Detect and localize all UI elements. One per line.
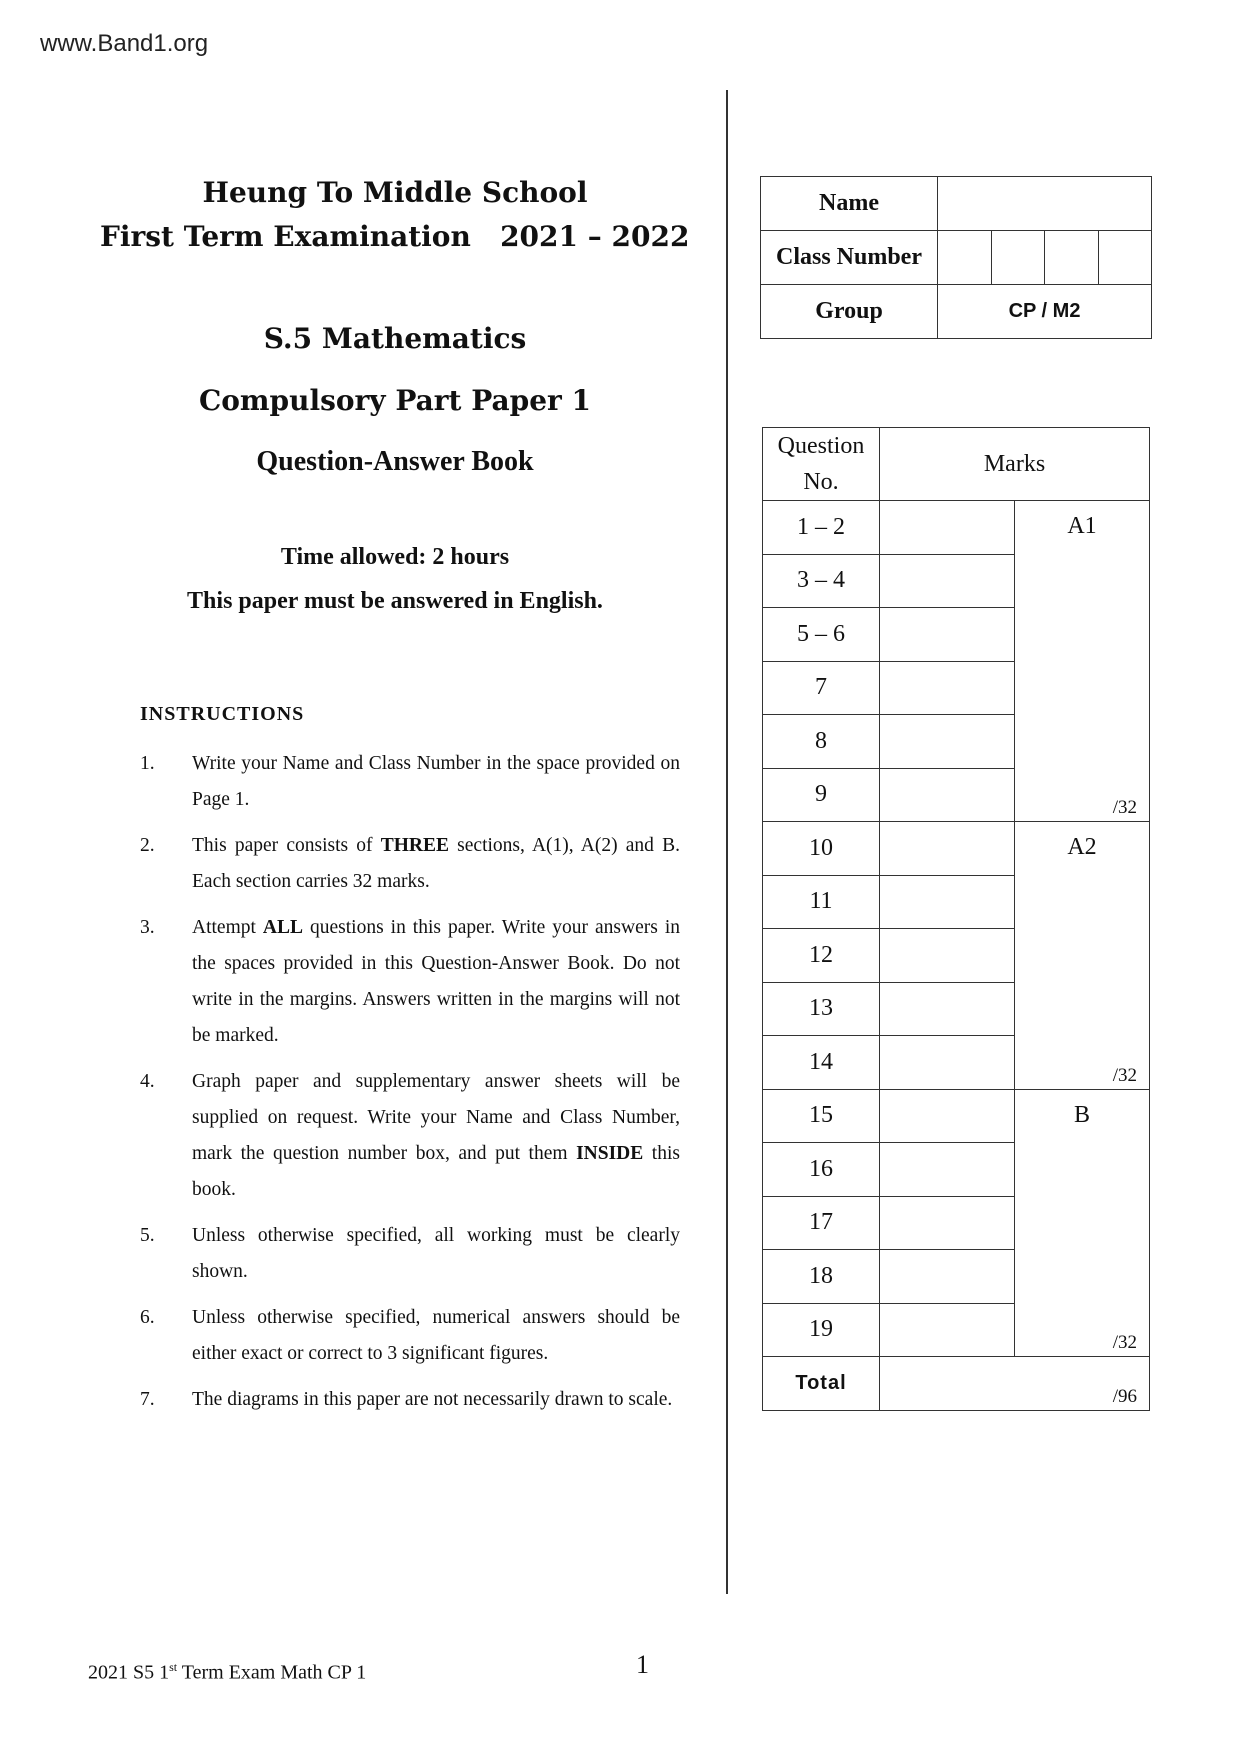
instruction-number: 1. (140, 753, 155, 774)
instruction-text: The diagrams in this paper are not necessarily drawn to scale. (192, 1389, 673, 1410)
time-allowed: Time allowed: 2 hours (280, 544, 510, 570)
section-name: A2 (1067, 834, 1097, 860)
question-number: 3 – 4 (763, 554, 880, 608)
footer-pre: 2021 S5 1 (88, 1661, 170, 1684)
instruction-text: Unless otherwise specified, all working must be clearly shown. (192, 1225, 680, 1282)
mark-cell[interactable] (880, 768, 1015, 822)
instruction-text: This paper consists of THREE sections, A(1), A(2) and B. Each section carries 32 marks. (192, 835, 680, 892)
instruction-item (140, 1300, 680, 1372)
mark-cell[interactable] (880, 608, 1015, 662)
question-no-header: Question No. (763, 428, 880, 501)
candidate-info-table (760, 176, 1152, 339)
table-row (763, 501, 1150, 555)
mark-cell[interactable] (880, 661, 1015, 715)
page-number: 1 (636, 1650, 649, 1679)
mark-cell[interactable] (880, 1089, 1015, 1143)
mark-cell[interactable] (880, 1250, 1015, 1304)
mark-cell[interactable] (880, 554, 1015, 608)
instructions-heading: INSTRUCTIONS (140, 703, 305, 725)
marks-header: Marks (880, 428, 1150, 501)
section-subtotal-cell (1015, 1089, 1150, 1357)
instruction-number: 2. (140, 835, 155, 856)
question-number: 17 (763, 1196, 880, 1250)
question-number: 13 (763, 982, 880, 1036)
name-field[interactable] (938, 177, 1152, 231)
class-number-box[interactable] (991, 231, 1045, 285)
question-number: 15 (763, 1089, 880, 1143)
mark-cell[interactable] (880, 929, 1015, 983)
marks-table (762, 427, 1150, 1411)
book-title: Question-Answer Book (256, 446, 534, 477)
instruction-text: Unless otherwise specified, numerical answers should be either exact or correct to 3 significant figures. (192, 1307, 680, 1364)
exam-name: First Term Examination (100, 220, 471, 253)
section-subtotal-cell (1015, 822, 1150, 1090)
total-row (763, 1357, 1150, 1411)
question-number: 5 – 6 (763, 608, 880, 662)
question-number: 7 (763, 661, 880, 715)
paper-title: Compulsory Part Paper 1 (198, 384, 592, 417)
exam-title (100, 220, 689, 253)
section-max-marks: /32 (1112, 1064, 1137, 1086)
instructions-list (140, 746, 680, 1428)
instruction-item (140, 1218, 680, 1290)
question-number: 11 (763, 875, 880, 929)
instruction-item (140, 1382, 680, 1418)
group-label: Group (761, 285, 938, 339)
language-note: This paper must be answered in English. (187, 588, 603, 614)
class-number-box[interactable] (938, 231, 992, 285)
class-number-label: Class Number (761, 231, 938, 285)
section-max-marks: /32 (1112, 1332, 1137, 1353)
vertical-divider (726, 90, 728, 1594)
name-label: Name (761, 177, 938, 231)
question-number: 10 (763, 822, 880, 876)
mark-cell[interactable] (880, 715, 1015, 769)
instruction-item (140, 746, 680, 818)
mark-cell[interactable] (880, 875, 1015, 929)
table-row (763, 1089, 1150, 1143)
school-name: Heung To Middle School (202, 176, 588, 209)
section-name: B (1073, 1101, 1090, 1128)
total-label: Total (763, 1357, 880, 1411)
instruction-text: Attempt ALL questions in this paper. Write your answers in the spaces provided in this Question-Answer Book. Do not write in the margins. Answers written in the margins will not be marked. (192, 917, 680, 1046)
question-number: 14 (763, 1036, 880, 1090)
subject-title: S.5 Mathematics (263, 322, 527, 355)
section-max-marks: /32 (1112, 797, 1137, 818)
question-number: 12 (763, 929, 880, 983)
instruction-item (140, 910, 680, 1054)
mark-cell[interactable] (880, 1143, 1015, 1197)
exam-year: 2021 – 2022 (500, 220, 690, 253)
section-name: A1 (1067, 513, 1097, 539)
instruction-text: Graph paper and supplementary answer sheets will be supplied on request. Write your Name and Class Number, mark the question number box, and put them INSIDE this book. (192, 1071, 680, 1200)
instruction-number: 5. (140, 1225, 155, 1246)
group-value: CP / M2 (938, 285, 1152, 339)
footer-exam-label (88, 1660, 366, 1685)
section-subtotal-cell (1015, 501, 1150, 822)
mark-cell[interactable] (880, 1036, 1015, 1090)
footer-post: Term Exam Math CP 1 (177, 1661, 367, 1684)
question-number: 18 (763, 1250, 880, 1304)
instruction-number: 3. (140, 917, 155, 938)
instruction-item (140, 1064, 680, 1208)
mark-cell[interactable] (880, 822, 1015, 876)
question-number: 9 (763, 768, 880, 822)
total-max-marks: /96 (1112, 1385, 1137, 1407)
mark-cell[interactable] (880, 982, 1015, 1036)
marks-header-row (763, 428, 1150, 501)
instruction-item (140, 828, 680, 900)
mark-cell[interactable] (880, 1303, 1015, 1357)
instruction-text: Write your Name and Class Number in the space provided on Page 1. (192, 753, 680, 810)
question-number: 8 (763, 715, 880, 769)
class-number-box[interactable] (1045, 231, 1099, 285)
mark-cell[interactable] (880, 1196, 1015, 1250)
instruction-number: 6. (140, 1307, 155, 1328)
total-marks-cell[interactable] (880, 1357, 1150, 1411)
instruction-number: 4. (140, 1071, 155, 1092)
class-number-box[interactable] (1098, 231, 1152, 285)
question-number: 1 – 2 (763, 501, 880, 555)
table-row (763, 822, 1150, 876)
mark-cell[interactable] (880, 501, 1015, 555)
site-url: www.Band1.org (40, 30, 209, 57)
instruction-number: 7. (140, 1389, 155, 1410)
question-number: 16 (763, 1143, 880, 1197)
question-number: 19 (763, 1303, 880, 1357)
footer-sup: st (169, 1660, 178, 1674)
